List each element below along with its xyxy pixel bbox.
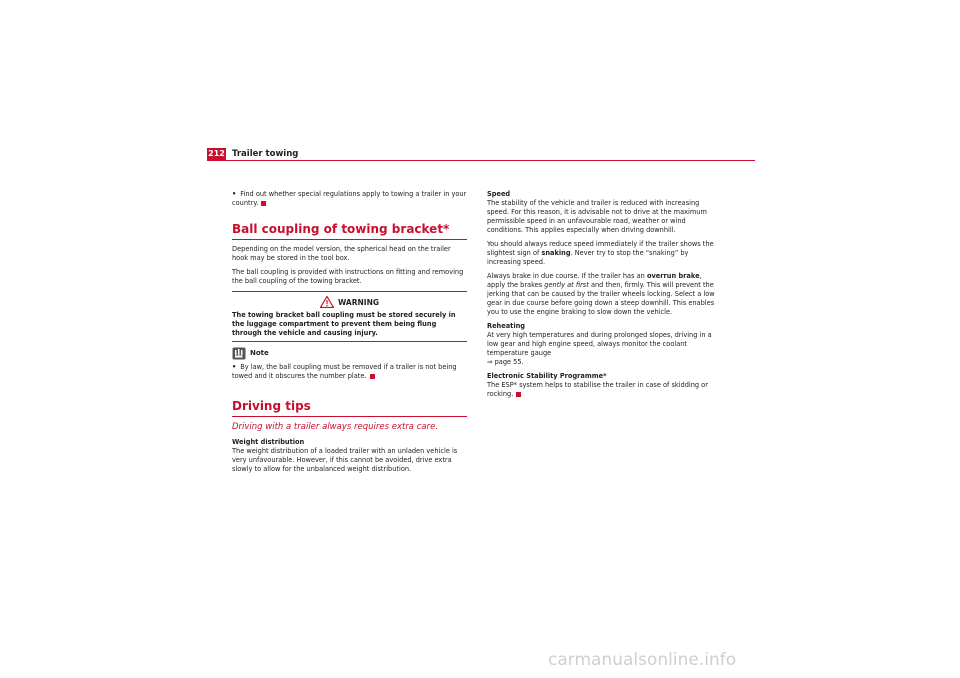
paragraph: The ball coupling is provided with instructions on fitting and removing the ball coupling of the towing bracket. [232, 268, 464, 285]
warning-triangle-icon [320, 296, 334, 308]
subhead-esp: Electronic Stability Programme* [487, 372, 607, 380]
warning-text: The towing bracket ball coupling must be stored securely in the luggage compartment to prevent them being flung through the vehicle and causing injury. [232, 311, 456, 337]
subhead-weight: Weight distribution [232, 438, 305, 446]
paragraph: You should always reduce speed immediately if the trailer shows the slightest sign of snaking. Never try to stop the “snaking” by increasing speed. [487, 240, 714, 266]
warning-box [232, 291, 467, 342]
note-text: • By law, the ball coupling must be removed if a trailer is not being towed and it obscures the number plate. [232, 363, 467, 381]
bullet-regulations: • Find out whether special regulations apply to towing a trailer in your country. [232, 190, 467, 208]
warning-header [232, 296, 467, 308]
section-subtitle: Driving with a trailer always requires extra care. [232, 422, 439, 432]
note-title: Note [250, 349, 269, 357]
section-title-driving-tips: Driving tips [232, 399, 467, 417]
end-of-section-icon [516, 392, 521, 397]
running-head: Trailer towing [232, 149, 299, 159]
right-column [487, 190, 715, 404]
subhead-speed: Speed [487, 190, 511, 198]
end-of-section-icon [370, 374, 375, 379]
paragraph: The weight distribution of a loaded trailer with an unladen vehicle is very unfavourable. However, if this cannot be avoided, drive extra slowly to allow for the unbalanced weight distribution. [232, 447, 458, 473]
left-column [232, 190, 467, 479]
page-number: 212 [208, 149, 225, 158]
paragraph: The stability of the vehicle and trailer is reduced with increasing speed. For this reason, it is advisable not to drive at the maximum permissible speed in an unfavourable road, weather or wind conditions. This applies especially when driving downhill. [487, 199, 707, 234]
end-of-section-icon [261, 201, 266, 206]
page-link[interactable]: ⇒ page 55. [487, 358, 524, 366]
warning-title: WARNING [337, 297, 379, 307]
subhead-reheating: Reheating [487, 322, 525, 330]
section-title-ball-coupling: Ball coupling of towing bracket* [232, 222, 467, 240]
paragraph: At very high temperatures and during prolonged slopes, driving in a low gear and high engine speed, always monitor the coolant temperature gauge ⇒ page 55. [487, 331, 712, 366]
paragraph: Always brake in due course. If the trailer has an overrun brake, apply the brakes gently at first and then, firmly. This will prevent the jerking that can be caused by the trailer wheels locking. Select a low gear in due course before going down a steep downhill. This enables you to use the engine braking to slow down the vehicle. [487, 272, 715, 316]
paragraph: The ESP* system helps to stabilise the trailer in case of skidding or rocking. [487, 381, 708, 398]
watermark: carmanualsonline.info [548, 650, 737, 670]
note-header [232, 347, 467, 360]
note-icon [232, 347, 246, 360]
paragraph: Depending on the model version, the spherical head on the trailer hook may be stored in the tool box. [232, 245, 451, 262]
header-rule [207, 160, 755, 161]
